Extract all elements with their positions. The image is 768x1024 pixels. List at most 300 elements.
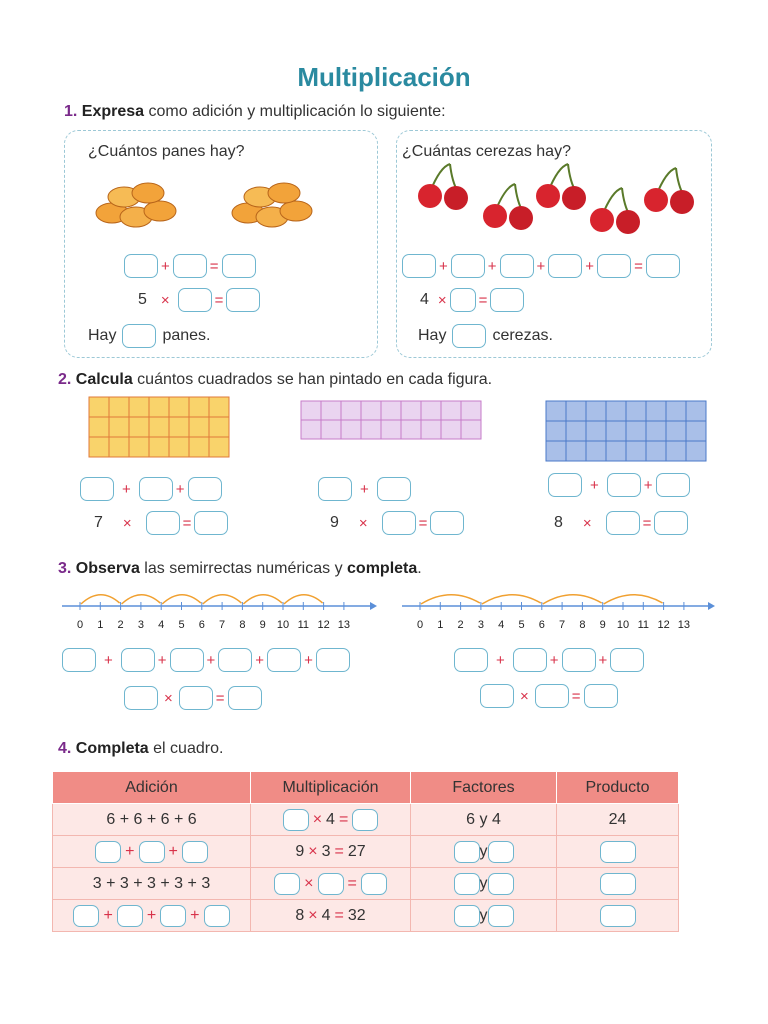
- answer-box[interactable]: [600, 873, 636, 895]
- tick-label: 11: [297, 619, 310, 631]
- grid-square: [686, 421, 706, 441]
- equals-sign: =: [215, 689, 225, 707]
- answer-box[interactable]: [124, 254, 158, 278]
- grid-square: [209, 417, 229, 437]
- exercise-4-instruction: [58, 740, 223, 758]
- tick-label: 3: [137, 619, 144, 631]
- table-row: [53, 900, 679, 932]
- cherry-pair-icon: [536, 164, 586, 210]
- grid-square: [626, 401, 646, 421]
- product-cell: [557, 836, 679, 868]
- figure-1-addition-row: [80, 477, 222, 501]
- grid-square: [666, 441, 686, 461]
- tick-label: 4: [158, 619, 165, 631]
- answer-box[interactable]: [402, 254, 436, 278]
- answer-box[interactable]: [382, 511, 416, 535]
- answer-box[interactable]: [173, 254, 207, 278]
- grid-square: [646, 441, 666, 461]
- instruction-keyword: completa: [347, 560, 418, 577]
- exercise-number: 2.: [58, 371, 72, 388]
- grid-square: [321, 401, 341, 420]
- answer-box[interactable]: [646, 254, 680, 278]
- answer-box[interactable]: [121, 648, 155, 672]
- factors-cell: [411, 900, 557, 932]
- cherry-multiplication-row: [414, 288, 524, 312]
- times-sign: ×: [164, 689, 173, 707]
- factor: 4: [321, 906, 331, 924]
- grid-square: [606, 401, 626, 421]
- arrow-head-icon: [370, 602, 377, 610]
- cherries-illustration: [410, 162, 700, 242]
- tick-label: 5: [518, 619, 525, 631]
- grid-square: [301, 420, 321, 439]
- factors-cell: [411, 836, 557, 868]
- grid-square: [646, 401, 666, 421]
- grid-square: [169, 437, 189, 457]
- grid-square: [666, 421, 686, 441]
- addition-cell: [53, 836, 251, 868]
- tick-label: 11: [637, 619, 650, 631]
- bread-addition-row: [124, 254, 256, 278]
- tick-label: 2: [117, 619, 124, 631]
- product-cell: [557, 900, 679, 932]
- grid-square: [209, 437, 229, 457]
- answer-box[interactable]: [179, 686, 213, 710]
- figure-1-multiplication-row: [88, 511, 228, 535]
- answer-box[interactable]: [160, 905, 186, 927]
- grid-square: [149, 437, 169, 457]
- grid-figure-purple: [300, 400, 484, 442]
- cherry-pair-icon: [644, 168, 694, 214]
- grid-square: [321, 420, 341, 439]
- plus-sign: +: [643, 476, 653, 494]
- answer-box[interactable]: [454, 841, 480, 863]
- times-sign: ×: [437, 291, 447, 309]
- factors-cell: 6 y 4: [411, 804, 557, 836]
- plus-sign: +: [487, 257, 497, 275]
- multiplication-cell: [251, 836, 411, 868]
- tick-label: 8: [579, 619, 586, 631]
- instruction-text: como adición y multiplicación lo siguiente:: [144, 103, 446, 120]
- cherry-pair-icon: [418, 164, 468, 210]
- answer-box[interactable]: [218, 648, 252, 672]
- answer-box[interactable]: [597, 254, 631, 278]
- table-row: [53, 836, 679, 868]
- tick-label: 2: [457, 619, 464, 631]
- answer-box[interactable]: [430, 511, 464, 535]
- answer-box[interactable]: [562, 648, 596, 672]
- answer-box[interactable]: [80, 477, 114, 501]
- grid-square: [626, 421, 646, 441]
- tick-label: 10: [276, 619, 290, 631]
- instruction-keyword: Calcula: [75, 371, 133, 388]
- jump-arc: [543, 595, 602, 604]
- bread-question: ¿Cuántos panes hay?: [88, 143, 245, 160]
- arrow-head-icon: [708, 602, 715, 610]
- answer-box[interactable]: [654, 511, 688, 535]
- tick-label: 6: [198, 619, 205, 631]
- answer-box[interactable]: [228, 686, 262, 710]
- exercise-number: 1.: [64, 103, 78, 120]
- grid-square: [109, 397, 129, 417]
- grid-square: [666, 401, 686, 421]
- grid-square: [686, 441, 706, 461]
- answer-box[interactable]: [318, 873, 344, 895]
- grid-square: [586, 441, 606, 461]
- answer-box[interactable]: [535, 684, 569, 708]
- answer-box[interactable]: [451, 254, 485, 278]
- answer-box[interactable]: [377, 477, 411, 501]
- grid-figure-yellow: [88, 396, 230, 459]
- grid-square: [421, 420, 441, 439]
- plus-sign: +: [103, 906, 113, 924]
- bread-answer-row: [88, 324, 211, 348]
- grid-square: [646, 421, 666, 441]
- grid-square: [189, 397, 209, 417]
- answer-box[interactable]: [95, 841, 121, 863]
- plus-sign: +: [536, 257, 546, 275]
- grid-square: [546, 401, 566, 421]
- answer-box[interactable]: [488, 841, 514, 863]
- grid-square: [89, 397, 109, 417]
- factor: 3: [321, 842, 331, 860]
- equals-sign: =: [334, 842, 344, 860]
- grid-square: [361, 401, 381, 420]
- grid-square: [586, 421, 606, 441]
- answer-box[interactable]: [610, 648, 644, 672]
- equals-sign: =: [338, 810, 349, 828]
- answer-box[interactable]: [656, 473, 690, 497]
- line-2-multiplication-row: [480, 684, 618, 708]
- grid-square: [189, 437, 209, 457]
- answer-box[interactable]: [600, 841, 636, 863]
- exercise-number: 3.: [58, 560, 72, 577]
- plus-sign: +: [157, 651, 167, 669]
- grid-square: [89, 437, 109, 457]
- answer-box[interactable]: [316, 648, 350, 672]
- exercise-2-instruction: [58, 371, 492, 389]
- line-1-addition-row: [62, 648, 350, 672]
- figure-2-multiplication-row: [324, 511, 464, 535]
- number-line-right: [400, 584, 718, 636]
- grid-square: [421, 401, 441, 420]
- unit-label: cerezas.: [492, 327, 553, 344]
- answer-box[interactable]: [500, 254, 534, 278]
- answer-box[interactable]: [139, 477, 173, 501]
- grid-square: [109, 417, 129, 437]
- number-line-left: [60, 584, 380, 636]
- answer-box[interactable]: [62, 648, 96, 672]
- answer-box[interactable]: [226, 288, 260, 312]
- tick-label: 8: [239, 619, 246, 631]
- table-header-row: [53, 772, 679, 804]
- y-label: y: [479, 906, 488, 924]
- plus-sign: +: [360, 480, 369, 498]
- grid-square: [626, 441, 646, 461]
- grid-square: [381, 401, 401, 420]
- answer-box[interactable]: [222, 254, 256, 278]
- tick-label: 1: [97, 619, 104, 631]
- equals-sign: =: [418, 514, 428, 532]
- plus-sign: +: [146, 906, 157, 924]
- bread-group-right-icon: [232, 183, 312, 227]
- answer-box[interactable]: [600, 905, 636, 927]
- y-label: y: [479, 842, 488, 860]
- factor: 9: [295, 842, 305, 860]
- tick-label: 5: [178, 619, 185, 631]
- grid-square: [606, 421, 626, 441]
- answer-box[interactable]: [488, 873, 514, 895]
- grid-square: [546, 441, 566, 461]
- times-sign: ×: [358, 514, 368, 532]
- answer-box[interactable]: [178, 288, 212, 312]
- multiplication-cell: [251, 804, 411, 836]
- tick-label: 0: [76, 619, 84, 631]
- tick-label: 9: [599, 619, 606, 631]
- plus-sign: +: [125, 842, 135, 860]
- tick-label: 0: [416, 619, 424, 631]
- tick-label: 4: [498, 619, 505, 631]
- grid-square: [686, 401, 706, 421]
- answer-box[interactable]: [607, 473, 641, 497]
- column-header: Factores: [411, 772, 557, 804]
- table-row: [53, 868, 679, 900]
- answer-box[interactable]: [548, 473, 582, 497]
- plus-sign: +: [255, 651, 265, 669]
- factor: 8: [295, 906, 305, 924]
- answer-box[interactable]: [454, 905, 480, 927]
- cherry-pair-icon: [483, 184, 533, 230]
- answer-box[interactable]: [606, 511, 640, 535]
- answer-box[interactable]: [204, 905, 230, 927]
- instruction-text: cuántos cuadrados se han pintado en cada figura.: [132, 371, 493, 388]
- answer-box[interactable]: [146, 511, 180, 535]
- instruction-keyword: Completa: [75, 740, 149, 757]
- answer-box[interactable]: [480, 684, 514, 708]
- product-cell: 24: [557, 804, 679, 836]
- times-sign: ×: [304, 874, 314, 892]
- answer-box[interactable]: [454, 873, 480, 895]
- plus-sign: +: [206, 651, 216, 669]
- instruction-text: las semirrectas numéricas y: [139, 560, 348, 577]
- product: 27: [347, 842, 366, 860]
- plus-sign: +: [439, 257, 448, 275]
- line-1-multiplication-row: [124, 686, 262, 710]
- equals-sign: =: [347, 874, 357, 892]
- y-label: y: [479, 874, 488, 892]
- answer-box[interactable]: [490, 288, 524, 312]
- grid-square: [169, 397, 189, 417]
- grid-square: [566, 401, 586, 421]
- jump-arc: [604, 595, 663, 604]
- grid-square: [441, 420, 461, 439]
- answer-box[interactable]: [188, 477, 222, 501]
- factors-cell: [411, 868, 557, 900]
- grid-square: [89, 417, 109, 437]
- hay-label: Hay: [418, 327, 447, 344]
- addition-cell: 3 + 3 + 3 + 3 + 3: [53, 868, 251, 900]
- times-sign: ×: [160, 291, 170, 309]
- bread-illustration: [92, 175, 332, 235]
- plus-sign: +: [304, 651, 313, 669]
- equals-sign: =: [478, 291, 488, 309]
- tick-label: 9: [259, 619, 266, 631]
- equals-sign: =: [334, 906, 344, 924]
- plus-sign: +: [175, 480, 185, 498]
- grid-square: [109, 437, 129, 457]
- times-sign: ×: [520, 687, 529, 705]
- unit-label: panes.: [162, 327, 211, 344]
- answer-box[interactable]: [352, 809, 378, 831]
- answer-box[interactable]: [283, 809, 309, 831]
- answer-box[interactable]: [122, 324, 156, 348]
- grid-square: [169, 417, 189, 437]
- times-sign: ×: [308, 842, 318, 860]
- answer-box[interactable]: [318, 477, 352, 501]
- grid-square: [149, 397, 169, 417]
- tick-label: 1: [437, 619, 444, 631]
- figure-3-multiplication-row: [548, 511, 688, 535]
- tick-label: 7: [219, 619, 226, 631]
- column-header: Adición: [53, 772, 251, 804]
- plus-sign: +: [122, 480, 131, 498]
- factor: 7: [94, 514, 103, 531]
- cherry-question: ¿Cuántas cerezas hay?: [402, 143, 571, 160]
- grid-square: [461, 401, 481, 420]
- answer-box[interactable]: [182, 841, 208, 863]
- times-sign: ×: [308, 906, 318, 924]
- multiplication-cell: [251, 900, 411, 932]
- figure-3-addition-row: [548, 473, 690, 497]
- answer-box[interactable]: [584, 684, 618, 708]
- figure-2-addition-row: [318, 477, 411, 501]
- equals-sign: =: [642, 514, 652, 532]
- equals-sign: =: [634, 257, 643, 275]
- instruction-text: .: [417, 560, 422, 577]
- answer-box[interactable]: [488, 905, 514, 927]
- factor: 4: [420, 291, 429, 308]
- times-sign: ×: [582, 514, 592, 532]
- answer-box[interactable]: [73, 905, 99, 927]
- grid-square: [341, 401, 361, 420]
- plus-sign: +: [190, 906, 200, 924]
- table-row: [53, 804, 679, 836]
- grid-square: [566, 421, 586, 441]
- cherry-addition-row: [402, 254, 680, 278]
- answer-box[interactable]: [452, 324, 486, 348]
- exercise-3-instruction: [58, 560, 422, 578]
- hay-label: Hay: [88, 327, 117, 344]
- tick-label: 12: [657, 619, 670, 631]
- multiplication-table: [52, 771, 679, 932]
- grid-square: [586, 401, 606, 421]
- answer-box[interactable]: [454, 648, 488, 672]
- jump-arc: [482, 595, 541, 604]
- grid-figure-blue: [545, 400, 709, 463]
- page-title: Multiplicación: [297, 62, 471, 92]
- plus-sign: +: [549, 651, 559, 669]
- times-sign: ×: [312, 810, 323, 828]
- answer-box[interactable]: [274, 873, 300, 895]
- grid-square: [189, 417, 209, 437]
- plus-sign: +: [168, 842, 178, 860]
- product-cell: [557, 868, 679, 900]
- plus-sign: +: [585, 257, 595, 275]
- answer-box[interactable]: [548, 254, 582, 278]
- bread-multiplication-row: [132, 288, 260, 312]
- addition-cell: [53, 900, 251, 932]
- grid-square: [401, 401, 421, 420]
- grid-square: [606, 441, 626, 461]
- factor: 9: [330, 514, 339, 531]
- grid-square: [461, 420, 481, 439]
- tick-label: 12: [317, 619, 330, 631]
- grid-square: [381, 420, 401, 439]
- grid-square: [129, 417, 149, 437]
- answer-box[interactable]: [117, 905, 143, 927]
- instruction-keyword: Expresa: [81, 103, 145, 120]
- jump-arc: [421, 595, 480, 604]
- line-2-addition-row: [454, 648, 644, 672]
- tick-label: 13: [337, 619, 351, 631]
- answer-box[interactable]: [170, 648, 204, 672]
- answer-box[interactable]: [139, 841, 165, 863]
- grid-square: [129, 397, 149, 417]
- equals-sign: =: [182, 514, 192, 532]
- tick-label: 7: [559, 619, 566, 631]
- addition-cell: 6 + 6 + 6 + 6: [53, 804, 251, 836]
- answer-box[interactable]: [361, 873, 387, 895]
- grid-square: [209, 397, 229, 417]
- grid-square: [361, 420, 381, 439]
- multiplication-cell: [251, 868, 411, 900]
- grid-square: [129, 437, 149, 457]
- answer-box[interactable]: [194, 511, 228, 535]
- factor: 5: [138, 291, 147, 308]
- equals-sign: =: [214, 291, 224, 309]
- plus-sign: +: [104, 651, 113, 669]
- answer-box[interactable]: [124, 686, 158, 710]
- cherry-answer-row: [418, 324, 553, 348]
- bread-group-left-icon: [96, 183, 176, 227]
- plus-sign: +: [590, 476, 599, 494]
- times-sign: ×: [122, 514, 132, 532]
- grid-square: [301, 401, 321, 420]
- grid-square: [149, 417, 169, 437]
- equals-sign: =: [209, 257, 219, 275]
- tick-label: 6: [538, 619, 545, 631]
- answer-box[interactable]: [267, 648, 301, 672]
- tick-label: 13: [677, 619, 691, 631]
- column-header: Producto: [557, 772, 679, 804]
- instruction-keyword: Observa: [75, 560, 140, 577]
- plus-sign: +: [496, 651, 505, 669]
- grid-square: [401, 420, 421, 439]
- grid-square: [566, 441, 586, 461]
- grid-square: [341, 420, 361, 439]
- exercise-number: 4.: [58, 740, 72, 757]
- factor: 8: [554, 514, 563, 531]
- exercise-1-instruction: [64, 103, 446, 121]
- tick-label: 3: [477, 619, 484, 631]
- grid-square: [546, 421, 566, 441]
- product: 32: [347, 906, 366, 924]
- answer-box[interactable]: [513, 648, 547, 672]
- plus-sign: +: [161, 257, 170, 275]
- answer-box[interactable]: [450, 288, 476, 312]
- cherry-pair-icon: [590, 188, 640, 234]
- factor: 4: [326, 810, 335, 828]
